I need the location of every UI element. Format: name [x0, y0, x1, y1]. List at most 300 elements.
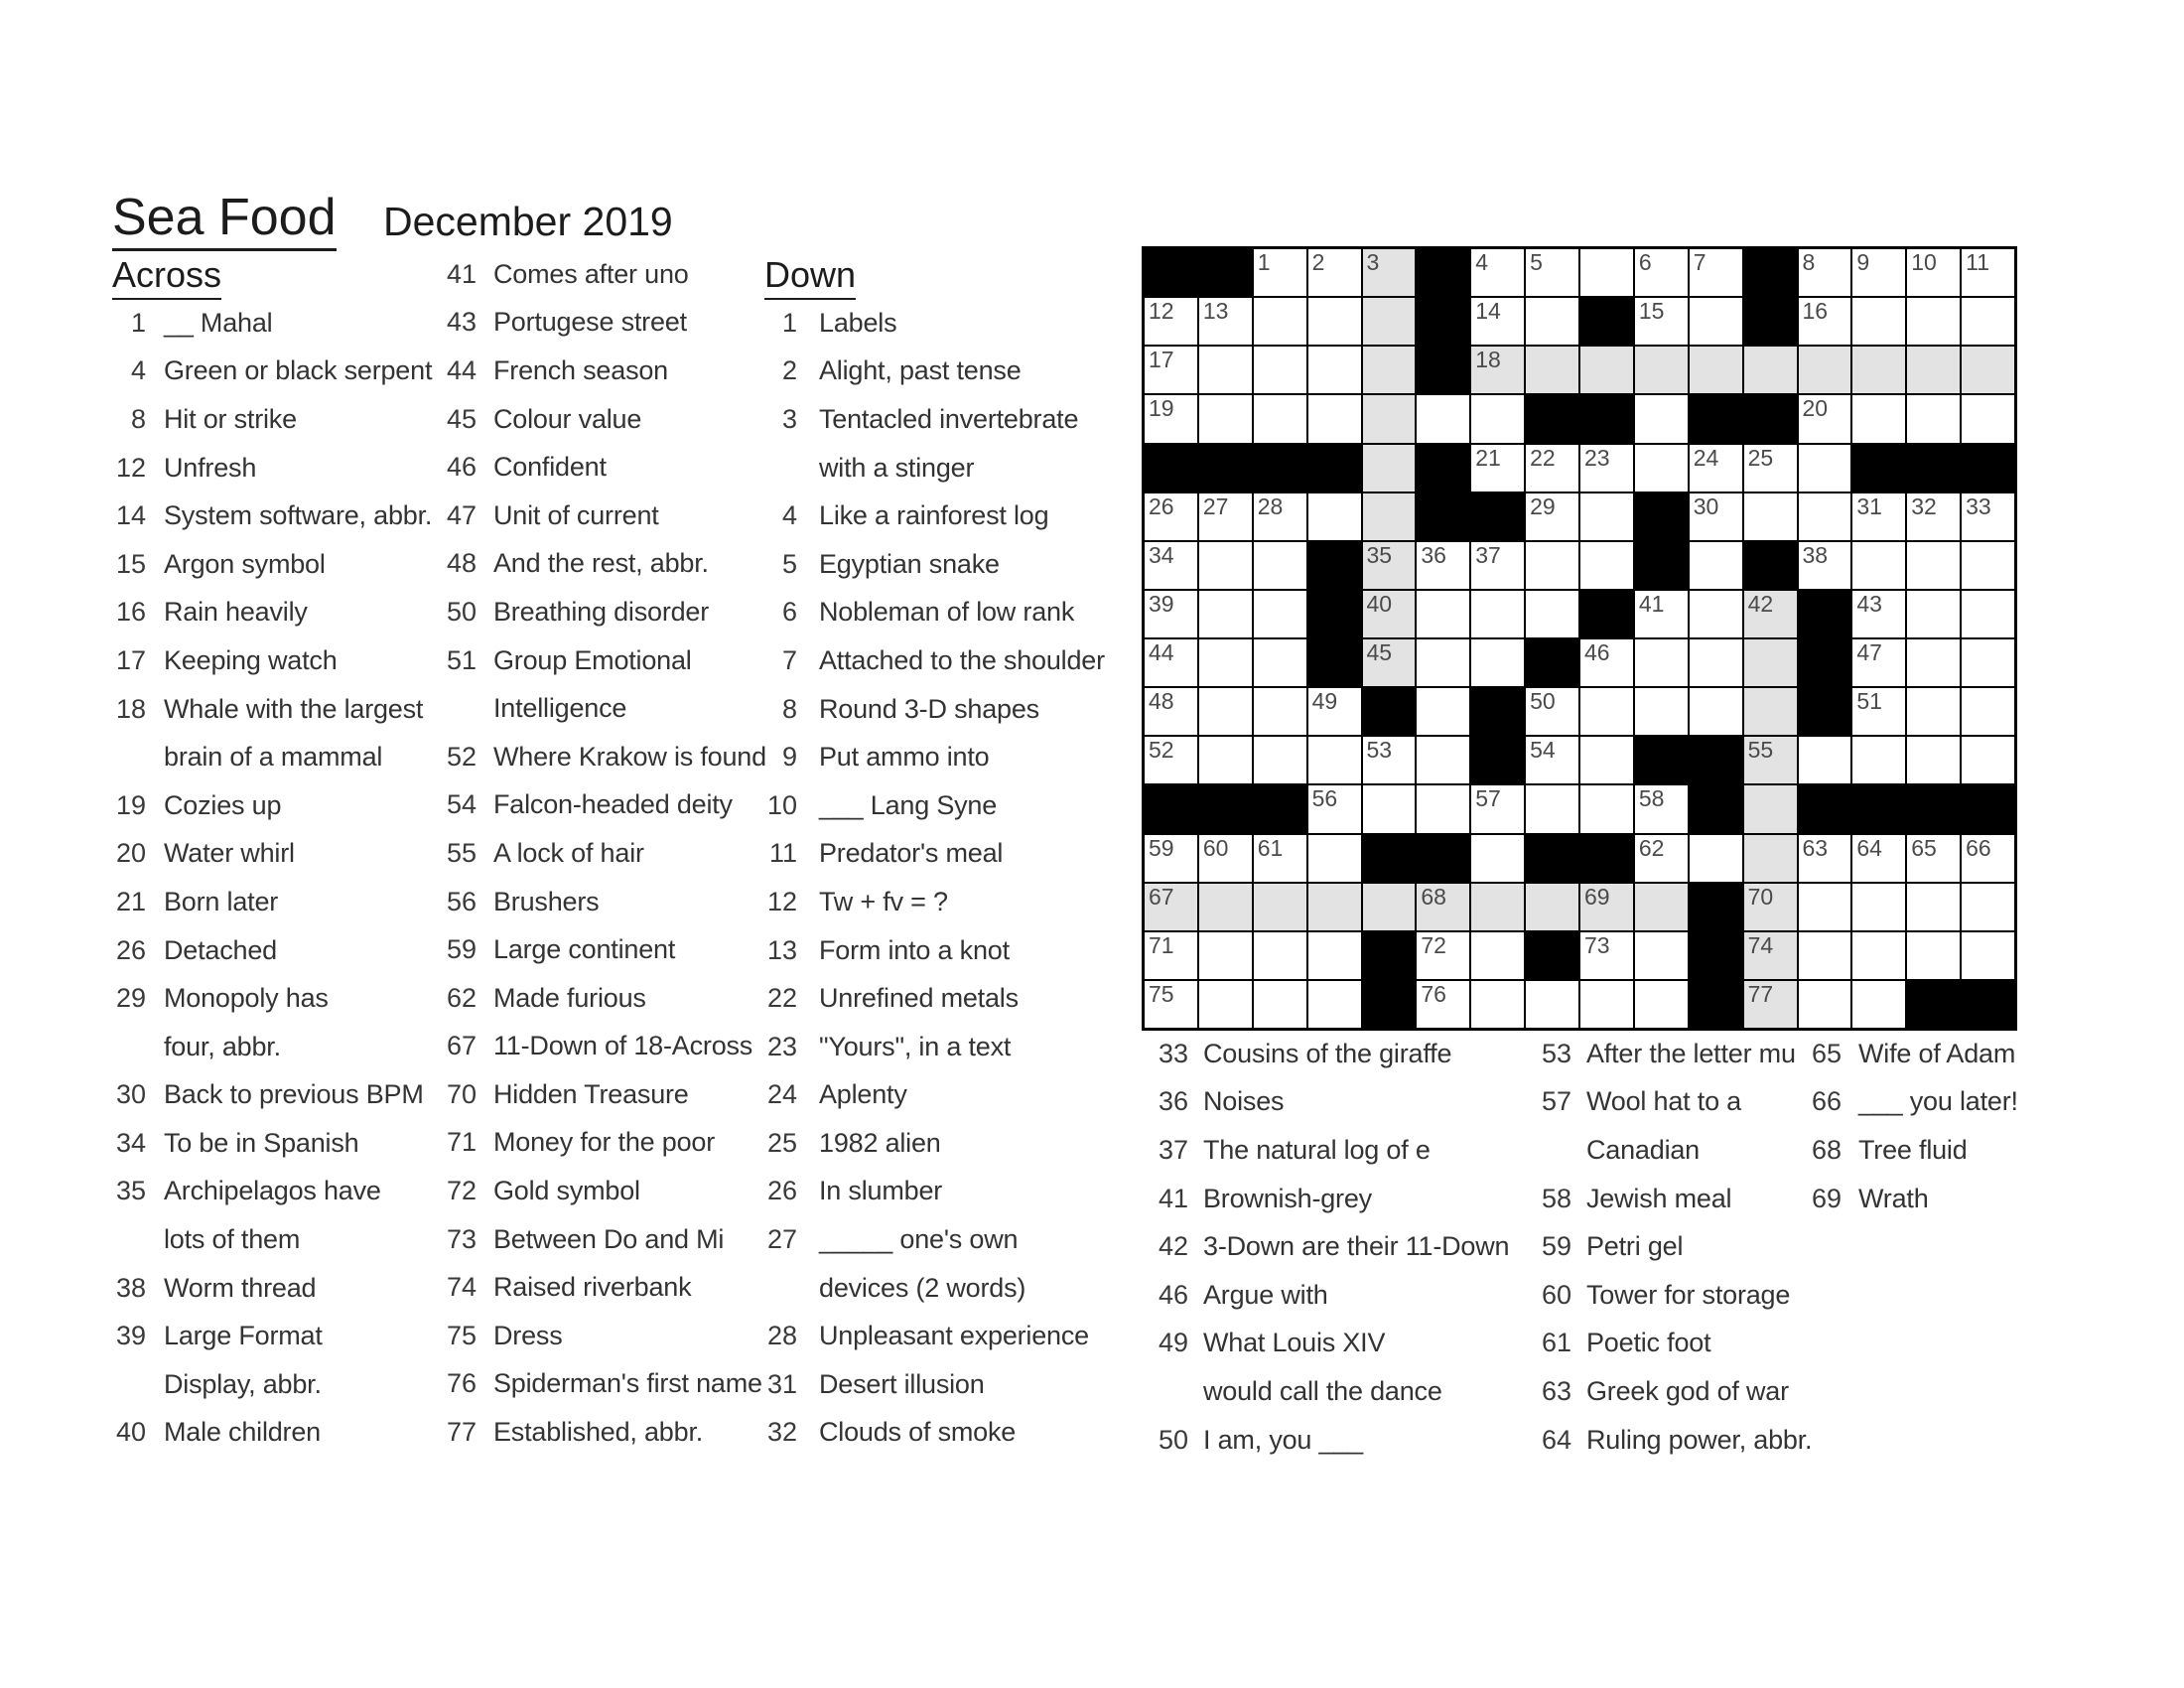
clue-number: 26	[766, 1176, 797, 1206]
clue-number: 10	[766, 789, 797, 820]
grid-cell-white	[1744, 493, 1797, 540]
clue-number: 30	[115, 1079, 146, 1110]
grid-cell-black	[1690, 932, 1742, 979]
grid-cell-black	[1690, 981, 1742, 1028]
grid-cell-black	[1308, 591, 1361, 637]
grid-cell-number: 74	[1747, 931, 1774, 958]
clue-line	[441, 492, 766, 540]
grid-cell-white	[1635, 688, 1688, 735]
clue-number: 67	[446, 1031, 477, 1061]
grid-cell-white	[1526, 688, 1578, 735]
clue-line	[761, 974, 1105, 1023]
grid-cell-white	[1690, 639, 1742, 686]
grid-cell-white	[1308, 493, 1361, 540]
grid-cell-black	[1145, 785, 1197, 832]
grid-cell-number: 54	[1530, 737, 1556, 764]
grid-cell-number: 51	[1856, 688, 1882, 715]
grid-cell-number: 3	[1366, 249, 1380, 275]
grid-cell-highlighted	[1363, 493, 1416, 540]
clue-text: Raised riverbank	[493, 1272, 692, 1303]
grid-cell-highlighted	[1254, 884, 1306, 930]
clue-number: 41	[446, 258, 477, 289]
grid-cell-white	[1417, 591, 1469, 637]
clue-line	[761, 1409, 1105, 1458]
grid-cell-number: 59	[1149, 834, 1174, 861]
grid-cell-white	[1417, 932, 1469, 979]
grid-cell-white	[1962, 298, 2014, 345]
clue-number: 27	[766, 1224, 797, 1255]
clue-line	[761, 540, 1105, 589]
grid-cell-black	[1635, 542, 1688, 589]
clue-number: 69	[1811, 1183, 1842, 1213]
grid-cell-highlighted	[1852, 347, 1905, 393]
grid-cell-white	[1145, 542, 1197, 589]
grid-cell-white	[1199, 298, 1252, 345]
grid-cell-white	[1199, 932, 1252, 979]
grid-cell-black	[1852, 445, 1905, 492]
grid-cell-white	[1199, 493, 1252, 540]
grid-cell-white	[1308, 249, 1361, 296]
grid-cell-white	[1526, 785, 1578, 832]
grid-cell-white	[1417, 785, 1469, 832]
grid-cell-white	[1799, 298, 1851, 345]
grid-cell-number: 55	[1747, 737, 1774, 764]
clue-number: 14	[115, 500, 146, 531]
grid-cell-highlighted	[1744, 591, 1797, 637]
clue-text: Monopoly has	[164, 983, 329, 1014]
clue-number: 42	[1158, 1231, 1188, 1262]
clue-number: 12	[766, 886, 797, 916]
clue-text: 1982 alien	[819, 1127, 941, 1158]
grid-cell-white	[1907, 542, 1960, 589]
grid-cell-number: 7	[1693, 249, 1706, 275]
grid-cell-black	[1635, 493, 1688, 540]
grid-cell-white	[1471, 785, 1524, 832]
clue-line	[112, 1360, 432, 1409]
grid-cell-white	[1308, 737, 1361, 783]
grid-cell-black	[1199, 445, 1252, 492]
clue-number: 41	[1158, 1183, 1188, 1213]
grid-cell-white	[1962, 688, 2014, 735]
clue-line	[441, 395, 766, 444]
clue-text: Aplenty	[819, 1079, 907, 1110]
grid-cell-white	[1907, 298, 1960, 345]
clue-number: 6	[781, 597, 797, 628]
grid-cell-white	[1526, 542, 1578, 589]
grid-cell-white	[1907, 493, 1960, 540]
grid-cell-black	[1962, 981, 2014, 1028]
grid-cell-white	[1744, 445, 1797, 492]
grid-cell-white	[1254, 688, 1306, 735]
grid-cell-white	[1962, 884, 2014, 930]
grid-cell-white	[1852, 688, 1905, 735]
grid-cell-white	[1635, 785, 1688, 832]
grid-cell-white	[1254, 395, 1306, 442]
grid-cell-white	[1471, 542, 1524, 589]
clue-text: Brownish-grey	[1203, 1183, 1372, 1213]
clue-text: ___ Lang Syne	[819, 789, 998, 820]
clue-text: Tree fluid	[1858, 1134, 1968, 1165]
grid-cell-number: 42	[1747, 590, 1774, 617]
grid-cell-highlighted	[1363, 249, 1416, 296]
grid-cell-white	[1254, 639, 1306, 686]
grid-cell-white	[1907, 395, 1960, 442]
grid-cell-white	[1199, 981, 1252, 1028]
clue-line	[441, 250, 766, 299]
grid-cell-number: 30	[1693, 492, 1719, 519]
clue-text: Tw + fv = ?	[819, 886, 948, 916]
grid-cell-black	[1580, 395, 1633, 442]
grid-cell-number: 28	[1257, 492, 1284, 519]
grid-cell-highlighted	[1363, 298, 1416, 345]
clue-text: Unfresh	[164, 452, 257, 483]
grid-cell-highlighted	[1363, 639, 1416, 686]
clue-number: 39	[115, 1321, 146, 1351]
down-heading: Down	[764, 254, 856, 300]
clue-line	[761, 1264, 1105, 1313]
grid-cell-white	[1199, 347, 1252, 393]
clue-number: 72	[446, 1176, 477, 1206]
clue-text: Back to previous BPM	[164, 1079, 424, 1110]
clue-number: 26	[115, 934, 146, 965]
clue-text: I am, you ___	[1203, 1424, 1363, 1455]
clue-line	[1152, 1078, 1509, 1127]
grid-cell-black	[1580, 298, 1633, 345]
grid-cell-highlighted	[1744, 884, 1797, 930]
clue-text: Unrefined metals	[819, 983, 1019, 1014]
clue-line	[1152, 1320, 1509, 1368]
clue-line	[761, 878, 1105, 926]
grid-cell-white	[1799, 493, 1851, 540]
grid-cell-white	[1635, 835, 1688, 882]
grid-cell-white	[1907, 591, 1960, 637]
grid-cell-number: 50	[1530, 688, 1556, 715]
clue-number: 4	[130, 355, 146, 386]
grid-cell-white	[1254, 932, 1306, 979]
grid-cell-number: 19	[1149, 395, 1174, 422]
clue-line	[1535, 1367, 1812, 1416]
grid-cell-number: 45	[1366, 639, 1393, 665]
grid-cell-white	[1907, 688, 1960, 735]
clue-number: 74	[446, 1272, 477, 1303]
grid-cell-black	[1254, 445, 1306, 492]
grid-cell-white	[1690, 542, 1742, 589]
grid-cell-white	[1799, 981, 1851, 1028]
clue-number: 59	[1541, 1231, 1571, 1262]
grid-cell-white	[1799, 542, 1851, 589]
grid-cell-white	[1580, 249, 1633, 296]
grid-cell-white	[1417, 542, 1469, 589]
grid-cell-number: 53	[1366, 737, 1393, 764]
clue-number: 75	[446, 1320, 477, 1350]
grid-cell-white	[1145, 981, 1197, 1028]
grid-cell-number: 32	[1911, 492, 1937, 519]
grid-cell-white	[1254, 981, 1306, 1028]
grid-cell-white	[1145, 347, 1197, 393]
clue-line	[441, 829, 766, 878]
grid-cell-number: 63	[1802, 834, 1829, 861]
clue-line	[761, 830, 1105, 879]
grid-cell-highlighted	[1363, 445, 1416, 492]
grid-cell-black	[1471, 688, 1524, 735]
grid-cell-number: 20	[1802, 395, 1829, 422]
clue-text: Desert illusion	[819, 1368, 985, 1399]
grid-cell-white	[1308, 395, 1361, 442]
grid-cell-white	[1962, 835, 2014, 882]
grid-cell-number: 56	[1311, 785, 1338, 812]
clue-number: 51	[446, 644, 477, 675]
grid-cell-number: 2	[1311, 249, 1325, 275]
grid-cell-white	[1852, 542, 1905, 589]
clue-number: 34	[115, 1127, 146, 1158]
grid-cell-highlighted	[1744, 688, 1797, 735]
clue-line	[1805, 1126, 2018, 1175]
clue-number: 24	[766, 1079, 797, 1110]
clue-line	[112, 1023, 432, 1071]
grid-cell-black	[1471, 493, 1524, 540]
clue-line	[112, 1071, 432, 1120]
clue-number: 76	[446, 1368, 477, 1399]
clue-line	[441, 781, 766, 830]
grid-cell-number: 76	[1421, 980, 1446, 1007]
grid-cell-highlighted	[1580, 884, 1633, 930]
clue-text: Born later	[164, 886, 279, 916]
grid-cell-black	[1526, 835, 1578, 882]
grid-cell-white	[1308, 785, 1361, 832]
clue-line	[441, 684, 766, 733]
clue-number: 40	[115, 1417, 146, 1448]
clue-text: Established, abbr.	[493, 1417, 704, 1448]
clue-line	[1535, 1175, 1812, 1223]
grid-cell-number: 6	[1638, 249, 1652, 275]
grid-cell-number: 71	[1149, 931, 1174, 958]
grid-cell-white	[1417, 639, 1469, 686]
grid-cell-number: 70	[1747, 883, 1774, 910]
clue-line	[441, 1167, 766, 1215]
grid-cell-highlighted	[1363, 347, 1416, 393]
clue-line	[1152, 1367, 1509, 1416]
grid-cell-white	[1471, 981, 1524, 1028]
clue-line	[761, 636, 1105, 685]
grid-cell-white	[1907, 249, 1960, 296]
grid-cell-white	[1799, 884, 1851, 930]
grid-cell-white	[1471, 591, 1524, 637]
clue-text: Intelligence	[493, 693, 627, 724]
clue-text: Wife of Adam	[1858, 1038, 2016, 1068]
clue-number: 17	[115, 644, 146, 675]
clue-number: 53	[1541, 1038, 1571, 1068]
clue-number: 32	[766, 1417, 797, 1448]
clue-number: 31	[766, 1368, 797, 1399]
clue-line	[112, 1409, 432, 1458]
grid-cell-white	[1962, 249, 2014, 296]
grid-cell-black	[1308, 639, 1361, 686]
grid-cell-white	[1799, 835, 1851, 882]
grid-cell-number: 10	[1911, 249, 1937, 275]
clue-number: 52	[446, 741, 477, 772]
grid-cell-number: 31	[1856, 492, 1882, 519]
clue-line	[761, 348, 1105, 396]
clue-text: Confident	[493, 452, 607, 483]
grid-cell-black	[1744, 542, 1797, 589]
grid-cell-black	[1580, 835, 1633, 882]
clue-text: Group Emotional	[493, 644, 692, 675]
grid-cell-white	[1635, 591, 1688, 637]
grid-cell-white	[1417, 737, 1469, 783]
grid-cell-white	[1471, 249, 1524, 296]
grid-cell-highlighted	[1635, 884, 1688, 930]
clue-number: 1	[130, 307, 146, 338]
clue-number: 19	[115, 789, 146, 820]
clue-line	[1152, 1030, 1509, 1078]
clue-text: Large Format	[164, 1321, 323, 1351]
grid-cell-number: 73	[1584, 931, 1610, 958]
grid-cell-number: 65	[1911, 834, 1937, 861]
clue-text: Wrath	[1858, 1183, 1929, 1213]
grid-cell-white	[1308, 981, 1361, 1028]
clue-line	[441, 1070, 766, 1119]
grid-cell-number: 75	[1149, 980, 1174, 1007]
clue-line	[112, 685, 432, 734]
clue-number: 45	[446, 403, 477, 434]
grid-cell-black	[1417, 298, 1469, 345]
clue-text: In slumber	[819, 1176, 943, 1206]
clue-line	[112, 1264, 432, 1313]
grid-cell-white	[1580, 932, 1633, 979]
grid-cell-white	[1635, 249, 1688, 296]
grid-cell-white	[1471, 835, 1524, 882]
grid-cell-number: 33	[1966, 492, 1991, 519]
grid-cell-white	[1962, 591, 2014, 637]
clue-line	[112, 589, 432, 637]
grid-cell-white	[1308, 932, 1361, 979]
grid-cell-white	[1799, 445, 1851, 492]
clue-line	[112, 636, 432, 685]
grid-cell-black	[1199, 785, 1252, 832]
grid-cell-highlighted	[1471, 884, 1524, 930]
clue-text: Dress	[493, 1320, 563, 1350]
grid-cell-number: 41	[1638, 590, 1665, 617]
clue-text: System software, abbr.	[164, 500, 433, 531]
clue-line	[761, 1119, 1105, 1168]
clue-text: Detached	[164, 934, 277, 965]
grid-cell-highlighted	[1690, 347, 1742, 393]
grid-cell-number: 1	[1257, 249, 1271, 275]
clue-text: Green or black serpent	[164, 355, 433, 386]
clue-number: 47	[446, 499, 477, 530]
grid-cell-number: 12	[1149, 298, 1174, 325]
grid-cell-highlighted	[1744, 737, 1797, 783]
grid-cell-black	[1744, 395, 1797, 442]
grid-cell-white	[1852, 737, 1905, 783]
across-clues-column-2	[441, 250, 766, 1457]
clue-text: devices (2 words)	[819, 1272, 1026, 1303]
clue-text: Tower for storage	[1586, 1279, 1791, 1310]
grid-cell-black	[1417, 445, 1469, 492]
clue-line	[1152, 1416, 1509, 1465]
clue-line	[441, 299, 766, 348]
clue-line	[441, 443, 766, 492]
grid-cell-black	[1635, 737, 1688, 783]
grid-cell-number: 37	[1475, 541, 1501, 568]
grid-cell-black	[1962, 445, 2014, 492]
clue-line	[441, 733, 766, 781]
grid-cell-black	[1471, 737, 1524, 783]
clue-number: 12	[115, 452, 146, 483]
clue-line	[1535, 1078, 1812, 1127]
grid-cell-number: 23	[1584, 444, 1610, 471]
clue-line	[112, 1312, 432, 1360]
clue-line	[1805, 1030, 2018, 1078]
clue-text: Gold symbol	[493, 1176, 640, 1206]
grid-cell-black	[1907, 785, 1960, 832]
clue-text: Hit or strike	[164, 403, 297, 434]
grid-cell-white	[1526, 981, 1578, 1028]
grid-cell-black	[1363, 932, 1416, 979]
clue-line	[441, 1215, 766, 1264]
clue-line	[441, 347, 766, 395]
grid-cell-white	[1852, 493, 1905, 540]
grid-cell-white	[1635, 298, 1688, 345]
grid-cell-highlighted	[1962, 347, 2014, 393]
grid-cell-white	[1526, 737, 1578, 783]
clue-number: 50	[446, 596, 477, 627]
clue-line	[1152, 1271, 1509, 1320]
grid-cell-white	[1145, 639, 1197, 686]
grid-cell-number: 13	[1202, 298, 1229, 325]
grid-cell-highlighted	[1744, 347, 1797, 393]
grid-cell-highlighted	[1145, 884, 1197, 930]
grid-cell-number: 14	[1475, 298, 1501, 325]
grid-cell-white	[1852, 981, 1905, 1028]
clue-text: Wool hat to a	[1586, 1086, 1741, 1117]
grid-cell-number: 24	[1693, 444, 1719, 471]
clue-text: Archipelagos have	[164, 1176, 381, 1206]
grid-cell-number: 43	[1856, 590, 1882, 617]
grid-cell-white	[1199, 835, 1252, 882]
grid-cell-number: 47	[1856, 639, 1882, 665]
clue-number: 3	[781, 403, 797, 434]
grid-cell-black	[1417, 493, 1469, 540]
grid-cell-white	[1852, 932, 1905, 979]
clue-text: Where Krakow is found	[493, 741, 766, 772]
grid-cell-highlighted	[1744, 785, 1797, 832]
grid-cell-highlighted	[1744, 981, 1797, 1028]
grid-cell-white	[1580, 445, 1633, 492]
clue-text: Water whirl	[164, 838, 295, 869]
grid-cell-number: 40	[1366, 590, 1393, 617]
clue-line	[112, 299, 432, 348]
clue-text: Jewish meal	[1586, 1183, 1732, 1213]
clue-text: Form into a knot	[819, 934, 1010, 965]
grid-cell-black	[1690, 395, 1742, 442]
clue-line	[1535, 1222, 1812, 1271]
grid-cell-white	[1690, 249, 1742, 296]
puzzle-title: Sea Food	[112, 191, 337, 251]
grid-cell-highlighted	[1526, 884, 1578, 930]
grid-cell-white	[1526, 591, 1578, 637]
grid-cell-number: 4	[1475, 249, 1489, 275]
clue-text: with a stinger	[819, 452, 975, 483]
clue-number: 71	[446, 1127, 477, 1158]
clue-line	[761, 299, 1105, 348]
grid-cell-white	[1254, 249, 1306, 296]
grid-cell-white	[1417, 688, 1469, 735]
clue-line	[441, 636, 766, 685]
grid-cell-white	[1471, 395, 1524, 442]
clue-text: 11-Down of 18-Across	[493, 1031, 753, 1061]
grid-cell-black	[1907, 445, 1960, 492]
